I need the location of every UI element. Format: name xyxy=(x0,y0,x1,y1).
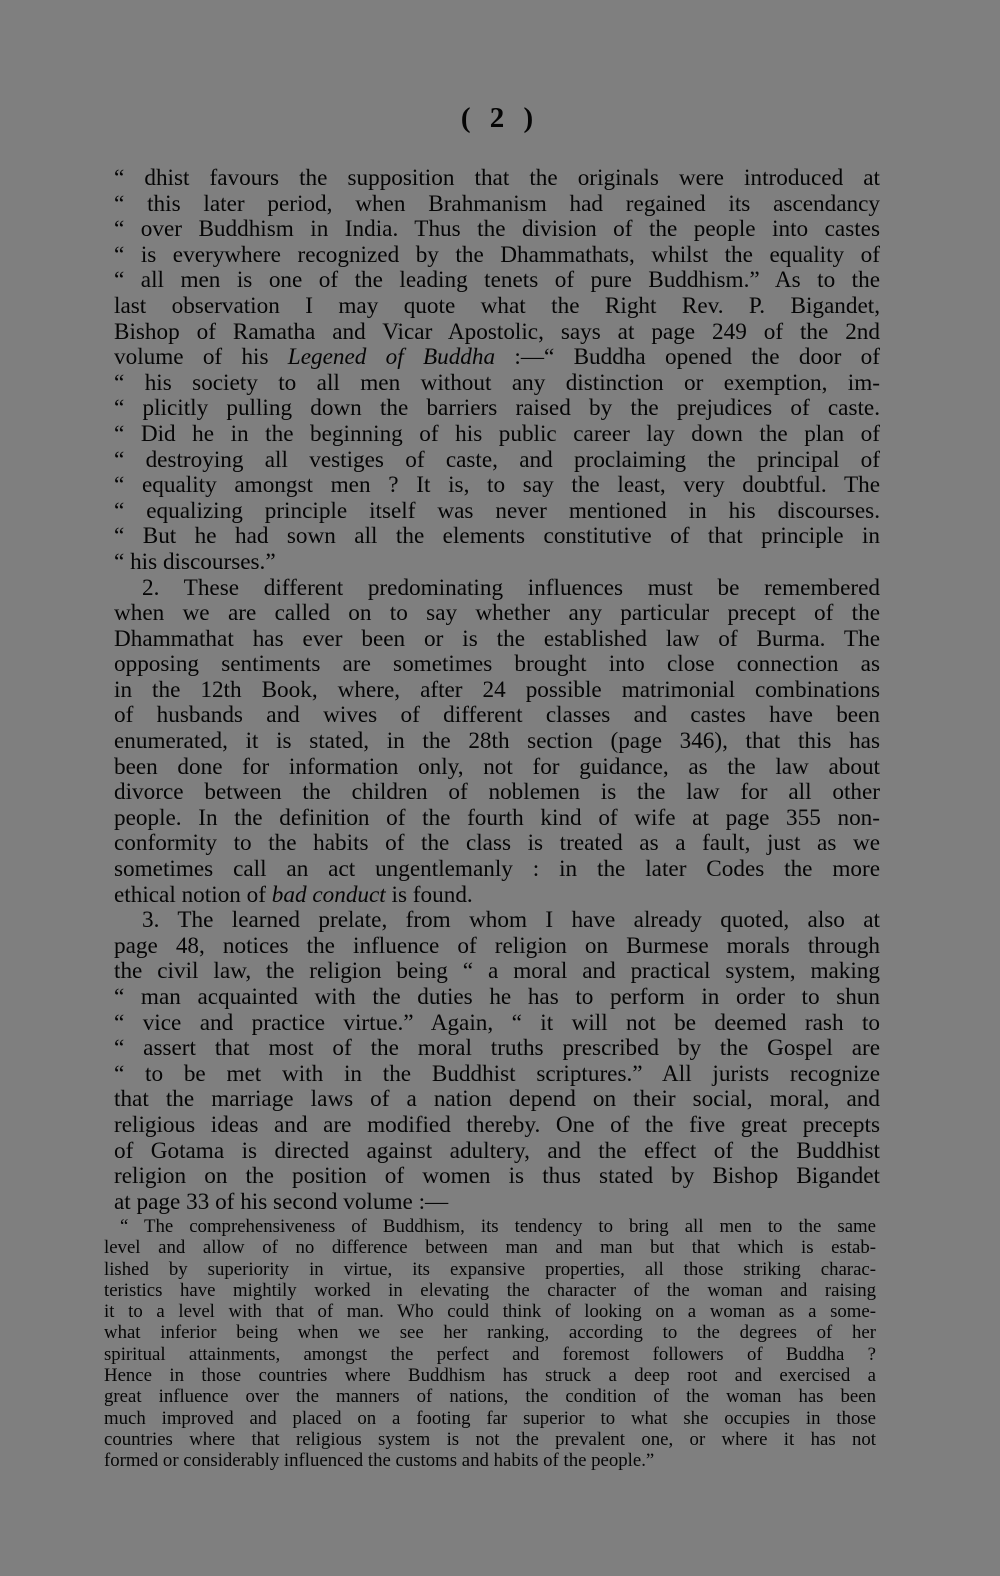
text-line: the civil law, the religion being “ a moral and practical system, making xyxy=(114,958,880,985)
quote-line: what inferior being when we see her ranking, according to the degrees of her xyxy=(104,1322,876,1344)
text-line: “ this later period, when Brahmanism had regained its ascendancy xyxy=(114,190,880,217)
paragraph-2-start: 2. These different predominating influences must be remembered xyxy=(142,574,880,601)
text-line: in the 12th Book, where, after 24 possible matrimonial combinations xyxy=(114,676,880,703)
block-quote xyxy=(104,1216,876,1472)
text-line: “ destroying all vestiges of caste, and proclaiming the principal of xyxy=(114,446,880,473)
page-number: ( 2 ) xyxy=(460,102,540,134)
text-line: “ all men is one of the leading tenets of pure Buddhism.” As to the xyxy=(114,267,880,294)
quote-line: countries where that religious system is not the prevalent one, or where it has not xyxy=(104,1428,876,1450)
text-line: “ equalizing principle itself was never mentioned in his discourses. xyxy=(114,497,880,524)
quote-line: spiritual attainments, amongst the perfect and foremost followers of Buddha ? xyxy=(104,1343,876,1365)
quote-line: great influence over the manners of nations, the condition of the woman has been xyxy=(104,1386,876,1408)
text-line: “ plicitly pulling down the barriers raised by the prejudices of caste. xyxy=(114,395,880,422)
body-text xyxy=(114,166,880,1215)
text-line: page 48, notices the influence of religion on Burmese morals through xyxy=(114,932,880,959)
text-line: at page 33 of his second volume :— xyxy=(114,1188,449,1215)
text-line: “ man acquainted with the duties he has to perform in order to shun xyxy=(114,984,880,1010)
text-segment: is found. xyxy=(385,881,473,908)
text-line: last observation I may quote what the Right Rev. P. Bigandet, xyxy=(114,292,880,319)
text-line: divorce between the children of noblemen is the law for all other xyxy=(114,779,880,806)
text-line: “ is everywhere recognized by the Dhammathats, whilst the equality of xyxy=(114,241,880,268)
text-line: been done for information only, not for guidance, as the law about xyxy=(114,753,880,780)
text-segment: :—“ Buddha opened the door of xyxy=(495,344,880,371)
text-line: “ his society to all men without any distinction or exemption, im- xyxy=(114,369,880,396)
text-line: “ vice and practice virtue.” Again, “ it will not be deemed rash to xyxy=(114,1009,880,1036)
book-title: Legened of Buddha xyxy=(287,344,496,371)
text-line: “ to be met with in the Buddhist scriptures.” All jurists recognize xyxy=(114,1060,880,1087)
text-line: “ equality amongst men ? It is, to say the least, very doubtful. The xyxy=(114,472,880,499)
text-line: Bishop of Ramatha and Vicar Apostolic, says at page 249 of the 2nd xyxy=(114,318,880,345)
text-line: religion on the position of women is thus stated by Bishop Bigandet xyxy=(114,1163,880,1190)
text-line: religious ideas and are modified thereby. One of the five great precepts xyxy=(114,1111,880,1138)
italic-phrase: bad conduct xyxy=(271,881,386,908)
quote-line: “ The comprehensiveness of Buddhism, its tendency to bring all men to the same xyxy=(120,1216,876,1237)
quote-line: much improved and placed on a footing far superior to what she occupies in those xyxy=(104,1407,876,1429)
text-line: “ over Buddhism in India. Thus the division of the people into castes xyxy=(114,216,880,243)
text-line xyxy=(114,883,880,909)
paragraph-3-start: 3. The learned prelate, from whom I have already quoted, also at xyxy=(142,907,880,934)
text-line: opposing sentiments are sometimes brought into close connection as xyxy=(114,651,880,678)
text-line: sometimes call an act ungentlemanly : in the later Codes the more xyxy=(114,856,880,883)
quote-line: lished by superiority in virtue, its expansive properties, all those striking charac- xyxy=(104,1258,876,1280)
text-line: enumerated, it is stated, in the 28th section (page 346), that this has xyxy=(114,728,880,755)
text-line: conformity to the habits of the class is treated as a fault, just as we xyxy=(114,830,880,857)
quote-line: Hence in those countries where Buddhism has struck a deep root and exercised a xyxy=(104,1365,876,1387)
text-segment: volume of his xyxy=(114,344,288,371)
text-line: “ assert that most of the moral truths prescribed by the Gospel are xyxy=(114,1035,880,1062)
text-line: “ his discourses.” xyxy=(114,548,276,575)
quote-line: teristics have mightily worked in elevating the character of the woman and raising xyxy=(104,1279,876,1301)
text-line: of husbands and wives of different classes and castes have been xyxy=(114,702,880,729)
quote-line: level and allow of no difference between man and man but that which is estab- xyxy=(104,1237,876,1259)
quote-line: it to a level with that of man. Who could think of looking on a woman as a some- xyxy=(104,1301,876,1323)
text-line: “ dhist favours the supposition that the originals were introduced at xyxy=(114,165,880,191)
text-line: that the marriage laws of a nation depend on their social, moral, and xyxy=(114,1086,880,1113)
text-line xyxy=(114,345,880,371)
text-line: “ Did he in the beginning of his public career lay down the plan of xyxy=(114,420,880,447)
text-line: people. In the definition of the fourth kind of wife at page 355 non- xyxy=(114,804,880,831)
text-line: when we are called on to say whether any particular precept of the xyxy=(114,600,880,627)
text-line: Dhammathat has ever been or is the established law of Burma. The xyxy=(114,625,880,652)
text-line: of Gotama is directed against adultery, and the effect of the Buddhist xyxy=(114,1137,880,1164)
text-segment: ethical notion of xyxy=(114,881,272,908)
text-line: “ But he had sown all the elements constitutive of that principle in xyxy=(114,523,880,550)
quote-line: formed or considerably influenced the customs and habits of the people.” xyxy=(104,1450,655,1472)
